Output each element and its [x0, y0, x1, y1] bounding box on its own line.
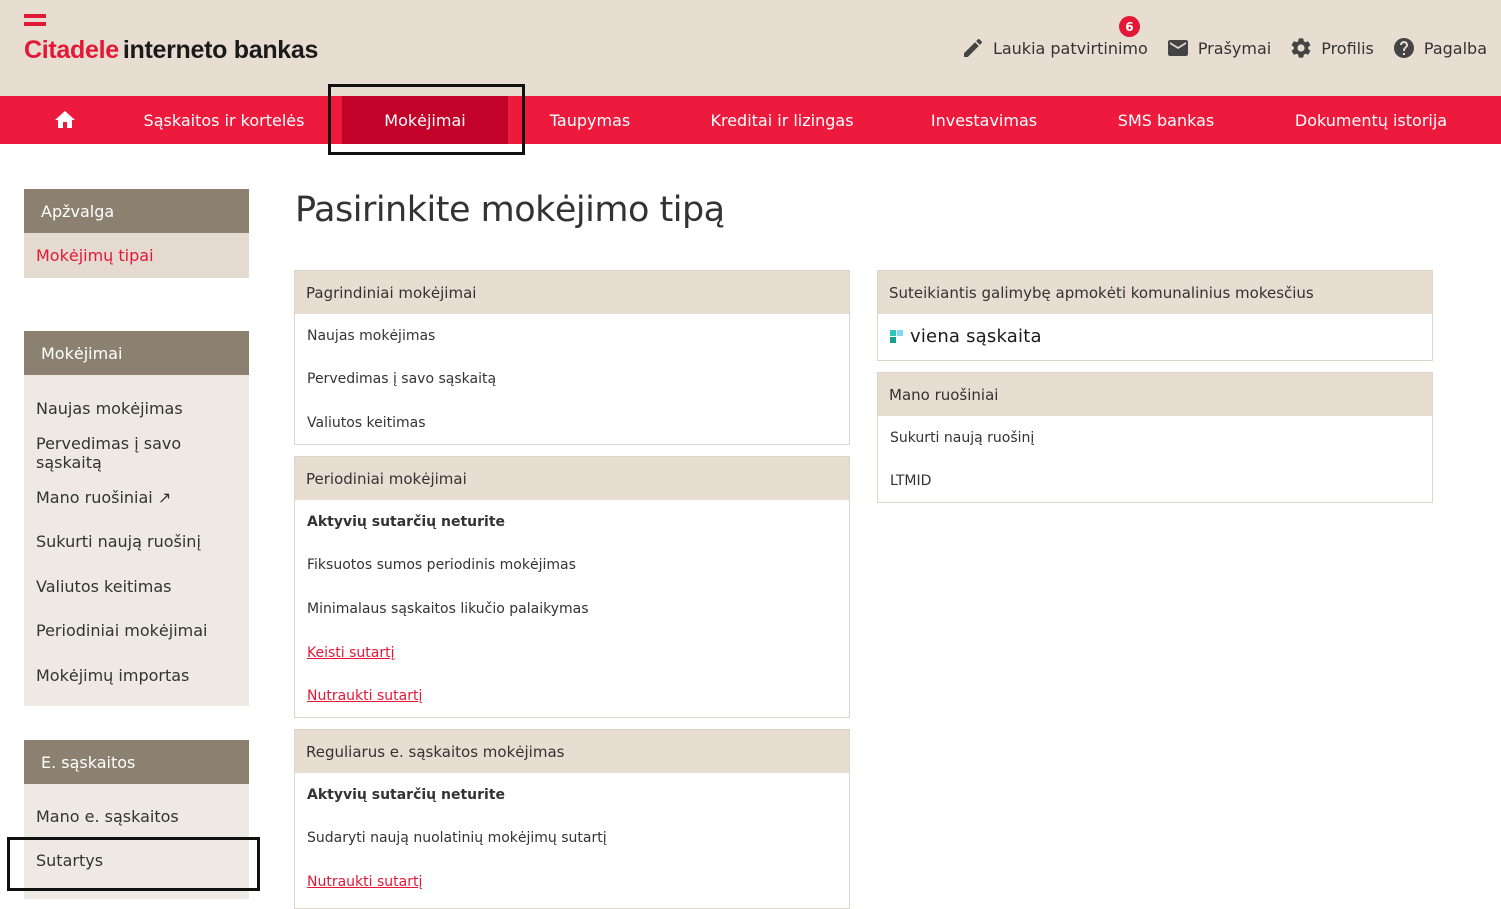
nav-document-history[interactable]: Dokumentų istorija: [1294, 110, 1448, 130]
link-change-contract[interactable]: [295, 631, 849, 675]
pending-approval-link[interactable]: [961, 19, 1148, 60]
nav-payments[interactable]: Mokėjimai: [342, 96, 508, 144]
terminate-contract-label: Nutraukti sutartį: [307, 873, 423, 890]
viena-saskaita-logo-text: viena sąskaita: [910, 326, 1042, 347]
sidebar-item-my-templates[interactable]: Mano ruošiniai ↗: [36, 487, 172, 507]
link-create-standing-contract[interactable]: Sudaryti naują nuolatinių mokėjimų sutartį: [307, 830, 607, 847]
sidebar-item-own-transfer[interactable]: Pervedimas į savo sąskaitą: [36, 433, 182, 472]
viena-saskaita-link[interactable]: [878, 314, 1432, 359]
nav-savings[interactable]: Taupymas: [549, 110, 631, 130]
sidebar-section-overview: [24, 189, 249, 278]
sidebar-heading: E. sąskaitos: [24, 740, 249, 784]
nav-sms-banking[interactable]: SMS bankas: [1117, 110, 1215, 130]
link-terminate-einvoice-contract[interactable]: [295, 860, 849, 904]
link-currency-exchange[interactable]: Valiutos keitimas: [307, 414, 426, 431]
panel-heading: Periodiniai mokėjimai: [295, 457, 849, 500]
main-nav: [0, 96, 1501, 144]
link-fixed-periodic-payment[interactable]: Fiksuotos sumos periodinis mokėjimas: [307, 557, 576, 574]
logo-mark-icon: [24, 14, 46, 30]
link-own-transfer[interactable]: Pervedimas į savo sąskaitą: [307, 371, 497, 388]
panel-heading: Mano ruošiniai: [878, 373, 1432, 416]
link-new-payment[interactable]: Naujas mokėjimas: [307, 327, 436, 344]
requests-label: Prašymai: [1197, 38, 1272, 58]
sidebar-item-create-template[interactable]: Sukurti naują ruošinį: [36, 532, 201, 552]
sidebar-item-currency-exchange[interactable]: Valiutos keitimas: [36, 576, 172, 596]
help-link[interactable]: [1392, 36, 1487, 60]
sidebar-item-contracts[interactable]: Sutartys: [36, 851, 104, 871]
panel-periodic-payments: [294, 456, 850, 718]
terminate-contract-label: Nutraukti sutartį: [307, 688, 423, 705]
sidebar-item-payment-types[interactable]: Mokėjimų tipai: [24, 233, 249, 278]
top-actions: [943, 19, 1487, 60]
nav-accounts-cards[interactable]: Sąskaitos ir kortelės: [143, 110, 305, 130]
link-min-balance-maintenance[interactable]: Minimalaus sąskaitos likučio palaikymas: [307, 600, 589, 617]
pencil-icon: [961, 36, 985, 60]
envelope-icon: [1166, 36, 1190, 60]
requests-link[interactable]: [1166, 36, 1271, 60]
sidebar-item-payment-import[interactable]: Mokėjimų importas: [36, 665, 190, 685]
status-no-contracts: Aktyvių sutarčių neturite: [307, 786, 506, 803]
status-no-contracts: Aktyvių sutarčių neturite: [307, 513, 506, 530]
header: [0, 0, 1501, 96]
highlight-frame-payments: [328, 84, 525, 155]
pending-approval-label: Laukia patvirtinimo: [992, 38, 1148, 58]
link-terminate-contract[interactable]: [295, 674, 849, 718]
link-template-ltmid[interactable]: LTMID: [890, 473, 932, 490]
nav-home[interactable]: [40, 96, 90, 144]
help-label: Pagalba: [1423, 38, 1487, 58]
profile-link[interactable]: [1289, 36, 1374, 60]
logo-subtitle: interneto bankas: [122, 36, 319, 64]
help-icon: [1392, 36, 1416, 60]
nav-credits-leasing[interactable]: Kreditai ir lizingas: [710, 110, 854, 130]
panel-einvoice-payment: [294, 729, 850, 909]
logo-brand: Citadele: [24, 36, 119, 64]
panel-basic-payments: [294, 270, 850, 445]
panel-heading: Reguliarus e. sąskaitos mokėjimas: [295, 730, 849, 773]
page-title: Pasirinkite mokėjimo tipą: [295, 190, 725, 230]
sidebar-item-new-payment[interactable]: Naujas mokėjimas: [36, 398, 183, 418]
home-icon: [53, 108, 77, 132]
panel-heading: Pagrindiniai mokėjimai: [295, 271, 849, 314]
change-contract-label: Keisti sutartį: [307, 644, 395, 661]
pending-count-badge: 6: [1119, 16, 1140, 37]
highlight-frame-contracts: [7, 837, 260, 891]
link-create-template[interactable]: Sukurti naują ruošinį: [890, 429, 1035, 446]
panel-my-templates: [877, 372, 1433, 503]
sidebar-heading: Apžvalga: [24, 189, 249, 233]
nav-investing[interactable]: Investavimas: [930, 110, 1038, 130]
sidebar-heading: Mokėjimai: [24, 331, 249, 375]
viena-saskaita-logo-icon: [890, 330, 904, 344]
gear-icon: [1289, 36, 1313, 60]
panel-heading: Suteikiantis galimybę apmokėti komunalinius mokesčius: [878, 271, 1432, 314]
sidebar-item-my-einvoices[interactable]: Mano e. sąskaitos: [36, 806, 179, 826]
profile-label: Profilis: [1321, 38, 1374, 58]
sidebar-section-payments: [24, 331, 249, 706]
sidebar-item-periodic-payments[interactable]: Periodiniai mokėjimai: [36, 621, 208, 641]
panel-utilities: [877, 270, 1433, 361]
